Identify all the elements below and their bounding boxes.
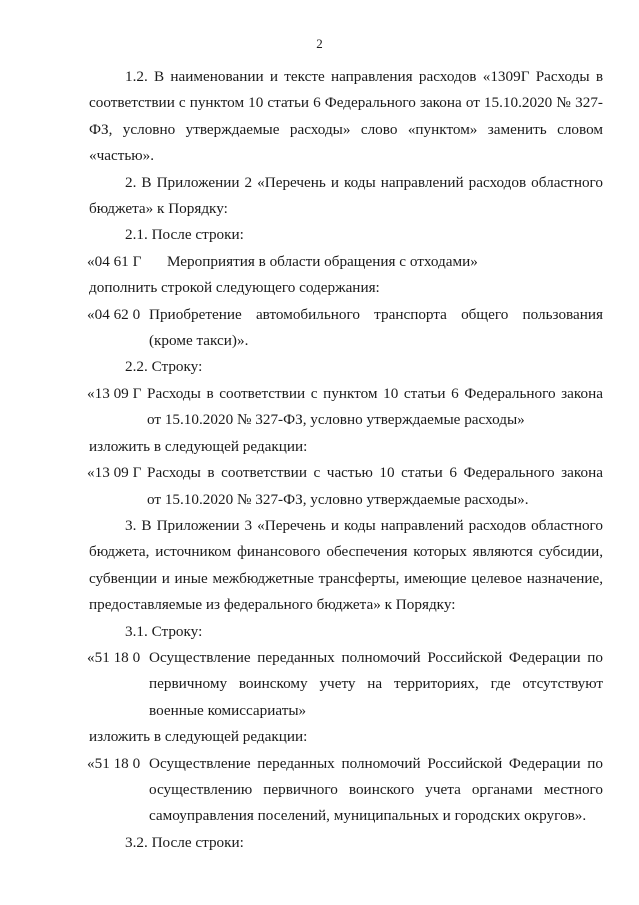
row-code: «13 09 Г	[87, 464, 142, 482]
row-code: «51 18 0	[87, 648, 141, 666]
row-code: «04 61 Г	[87, 252, 142, 270]
row-text-rest: от 15.10.2020 № 327-ФЗ, условно утверждаемые расходы»	[147, 411, 525, 429]
row-text: Приобретение автомобильного транспорта общего пользования (кроме такси)».	[149, 305, 603, 350]
row-text-first: Расходы в соответствии с частью 10 статьи 6 Федерального закона	[147, 464, 603, 482]
page-number: 2	[316, 36, 323, 51]
row-51-18-0-new	[87, 751, 603, 830]
paragraph-add-row: дополнить строкой следующего содержания:	[89, 279, 380, 297]
row-04-62-0	[87, 302, 603, 355]
row-text-rest: от 15.10.2020 № 327-ФЗ, условно утверждаемые расходы».	[147, 490, 529, 508]
row-code: «04 62 0	[87, 305, 141, 323]
row-text: Мероприятия в области обращения с отходами»	[167, 252, 478, 270]
paragraph-1-2: 1.2. В наименовании и тексте направления расходов «1309Г Расходы в соответствии с пунктом 10 статьи 6 Федерального закона от 15.10.2020 № 327-ФЗ, условно утверждаемые расходы» слово «пунктом» заменить словом «частью».	[89, 68, 603, 165]
row-13-09-g-new	[87, 460, 603, 513]
paragraph-3-1: 3.1. Строку:	[125, 622, 203, 640]
paragraph-state-2: изложить в следующей редакции:	[89, 728, 308, 746]
paragraph-state-1: изложить в следующей редакции:	[89, 437, 308, 455]
row-text-first: Расходы в соответствии с пунктом 10 статьи 6 Федерального закона	[147, 384, 603, 402]
row-code: «51 18 0	[87, 754, 141, 772]
row-51-18-0-old	[87, 645, 603, 724]
row-text: Осуществление переданных полномочий Российской Федерации по осуществлению первичного воинского учета органами местного самоуправления поселений, муниципальных и городских округов».	[149, 754, 603, 825]
paragraph-3-2: 3.2. После строки:	[125, 833, 244, 851]
paragraph-2-1: 2.1. После строки:	[125, 226, 244, 244]
document-body	[89, 64, 603, 856]
row-04-61-g	[87, 249, 603, 275]
paragraph-3: 3. В Приложении 3 «Перечень и коды направлений расходов областного бюджета, источником финансового обеспечения которых являются субсидии, субвенции и иные межбюджетные трансферты, имеющие целевое назначение, предоставляемые из федерального бюджета» к Порядку:	[89, 516, 603, 614]
paragraph-2: 2. В Приложении 2 «Перечень и коды направлений расходов областного бюджета» к Порядку:	[89, 173, 603, 218]
row-code: «13 09 Г	[87, 384, 142, 402]
row-13-09-g-old	[87, 381, 603, 434]
row-text: Осуществление переданных полномочий Российской Федерации по первичному воинскому учету на территориях, где отсутствуют военные комиссариаты»	[149, 648, 603, 719]
paragraph-2-2: 2.2. Строку:	[125, 358, 203, 376]
